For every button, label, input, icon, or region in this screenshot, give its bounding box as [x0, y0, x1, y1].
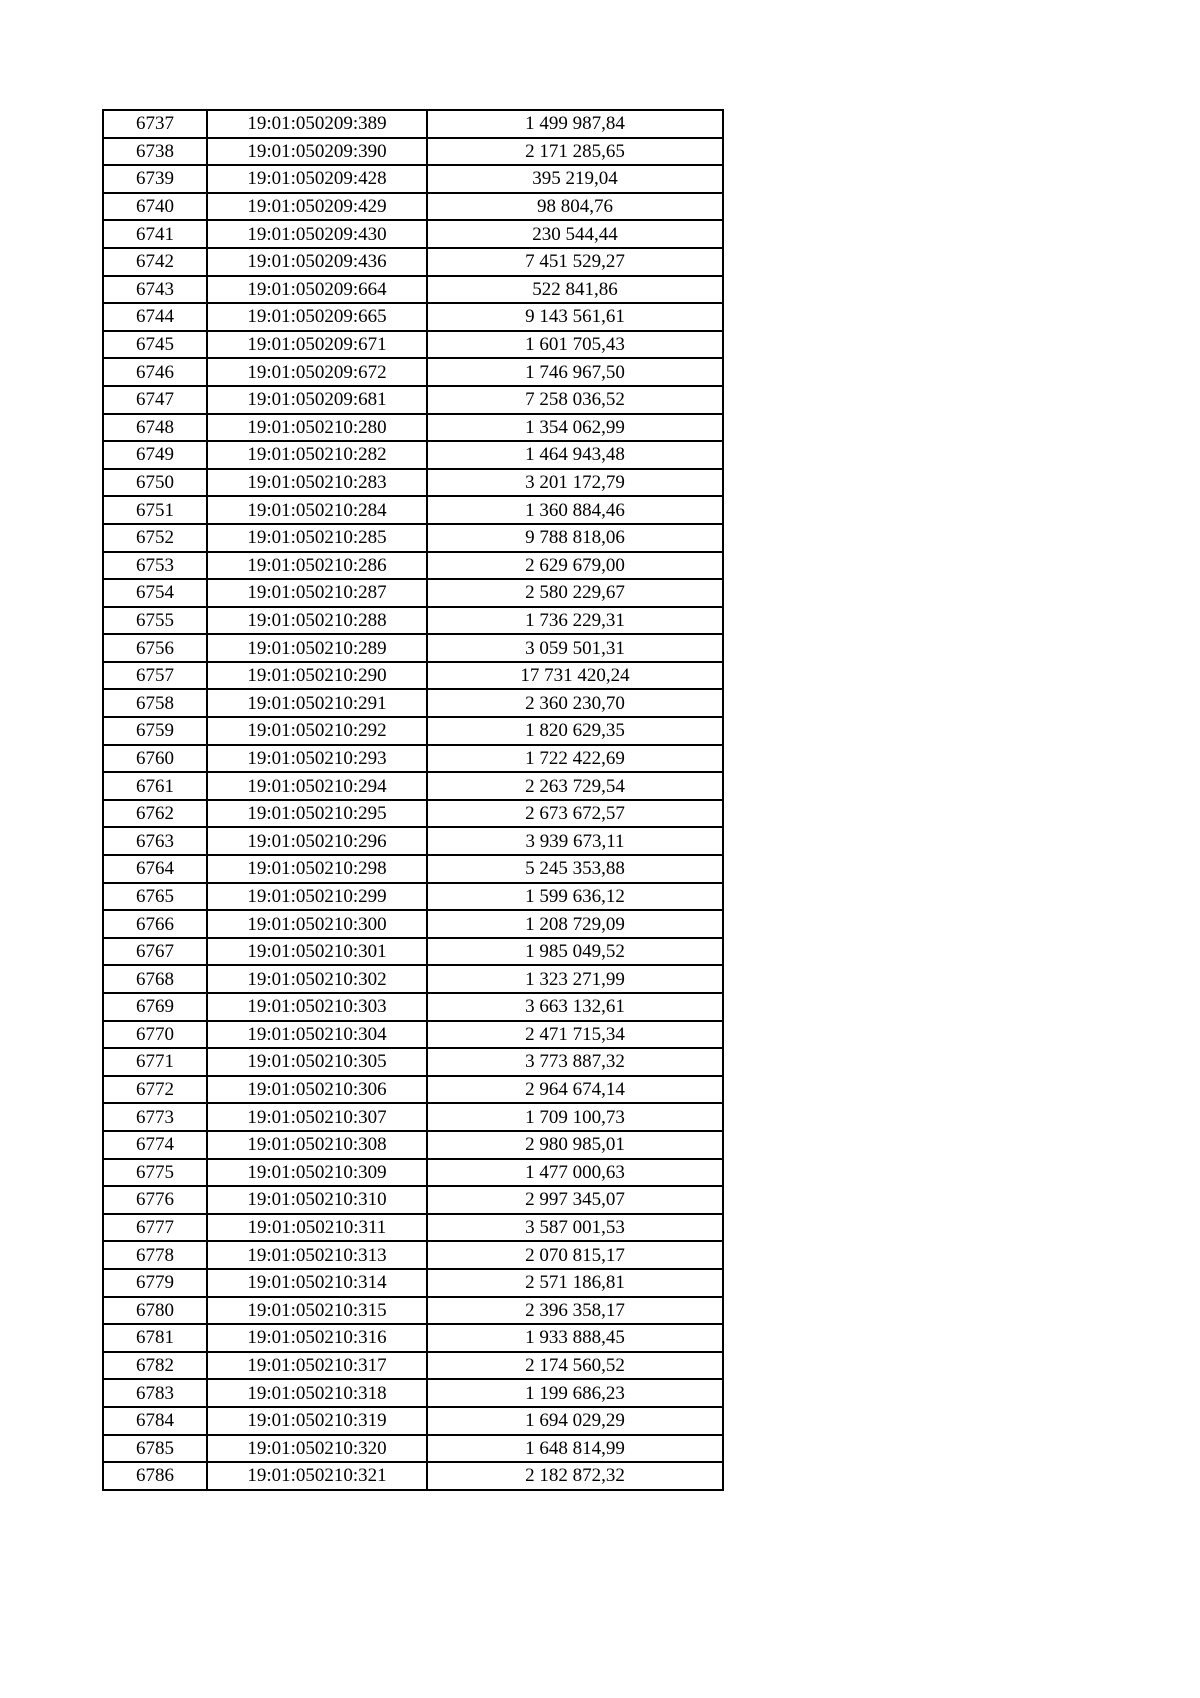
table-row: [103, 772, 723, 800]
row-number-cell: 6783: [103, 1379, 207, 1407]
row-number-cell: 6762: [103, 800, 207, 828]
cadastral-number-cell: 19:01:050210:318: [207, 1379, 427, 1407]
value-cell: 2 360 230,70: [427, 689, 723, 717]
cadastral-number-cell: 19:01:050210:314: [207, 1269, 427, 1297]
table-row: [103, 993, 723, 1021]
row-number-cell: 6786: [103, 1462, 207, 1490]
row-number-cell: 6771: [103, 1048, 207, 1076]
cadastral-number-cell: 19:01:050209:436: [207, 248, 427, 276]
table-row: [103, 1214, 723, 1242]
cadastral-number-cell: 19:01:050210:319: [207, 1407, 427, 1435]
row-number-cell: 6777: [103, 1214, 207, 1242]
row-number-cell: 6755: [103, 607, 207, 635]
value-cell: 3 059 501,31: [427, 634, 723, 662]
value-cell: 230 544,44: [427, 220, 723, 248]
table-row: [103, 662, 723, 690]
cadastral-number-cell: 19:01:050210:293: [207, 745, 427, 773]
row-number-cell: 6766: [103, 910, 207, 938]
value-cell: 1 648 814,99: [427, 1435, 723, 1463]
table-row: [103, 938, 723, 966]
table-row: [103, 634, 723, 662]
table-row: [103, 358, 723, 386]
table-row: [103, 855, 723, 883]
value-cell: 2 571 186,81: [427, 1269, 723, 1297]
row-number-cell: 6763: [103, 827, 207, 855]
cadastral-number-cell: 19:01:050210:300: [207, 910, 427, 938]
row-number-cell: 6773: [103, 1103, 207, 1131]
row-number-cell: 6778: [103, 1241, 207, 1269]
cadastral-number-cell: 19:01:050210:292: [207, 717, 427, 745]
cadastral-number-cell: 19:01:050210:315: [207, 1297, 427, 1325]
cadastral-number-cell: 19:01:050209:429: [207, 193, 427, 221]
row-number-cell: 6741: [103, 220, 207, 248]
table-row: [103, 552, 723, 580]
value-cell: 1 736 229,31: [427, 607, 723, 635]
table-row: [103, 607, 723, 635]
cadastral-number-cell: 19:01:050210:321: [207, 1462, 427, 1490]
value-cell: 2 580 229,67: [427, 579, 723, 607]
value-cell: 2 980 985,01: [427, 1131, 723, 1159]
row-number-cell: 6784: [103, 1407, 207, 1435]
cadastral-number-cell: 19:01:050209:664: [207, 276, 427, 304]
row-number-cell: 6761: [103, 772, 207, 800]
row-number-cell: 6768: [103, 965, 207, 993]
table-row: [103, 1435, 723, 1463]
table-row: [103, 1379, 723, 1407]
cadastral-number-cell: 19:01:050210:320: [207, 1435, 427, 1463]
table-row: [103, 717, 723, 745]
table-row: [103, 331, 723, 359]
value-cell: 1 354 062,99: [427, 414, 723, 442]
value-cell: 1 709 100,73: [427, 1103, 723, 1131]
value-cell: 1 464 943,48: [427, 441, 723, 469]
row-number-cell: 6774: [103, 1131, 207, 1159]
row-number-cell: 6781: [103, 1324, 207, 1352]
table-row: [103, 1324, 723, 1352]
row-number-cell: 6753: [103, 552, 207, 580]
cadastral-number-cell: 19:01:050210:302: [207, 965, 427, 993]
table-row: [103, 496, 723, 524]
cadastral-number-cell: 19:01:050210:303: [207, 993, 427, 1021]
cadastral-number-cell: 19:01:050209:665: [207, 303, 427, 331]
table-row: [103, 1297, 723, 1325]
cadastral-number-cell: 19:01:050209:389: [207, 110, 427, 138]
value-cell: 2 629 679,00: [427, 552, 723, 580]
table-row: [103, 138, 723, 166]
value-cell: 2 263 729,54: [427, 772, 723, 800]
table-row: [103, 965, 723, 993]
row-number-cell: 6772: [103, 1076, 207, 1104]
value-cell: 1 360 884,46: [427, 496, 723, 524]
row-number-cell: 6779: [103, 1269, 207, 1297]
table-row: [103, 745, 723, 773]
cadastral-number-cell: 19:01:050209:430: [207, 220, 427, 248]
table-row: [103, 220, 723, 248]
row-number-cell: 6764: [103, 855, 207, 883]
row-number-cell: 6738: [103, 138, 207, 166]
cadastral-number-cell: 19:01:050210:311: [207, 1214, 427, 1242]
cadastral-number-cell: 19:01:050210:295: [207, 800, 427, 828]
cadastral-number-cell: 19:01:050210:306: [207, 1076, 427, 1104]
cadastral-number-cell: 19:01:050210:283: [207, 469, 427, 497]
cadastral-number-cell: 19:01:050210:282: [207, 441, 427, 469]
row-number-cell: 6776: [103, 1186, 207, 1214]
table-row: [103, 248, 723, 276]
cadastral-number-cell: 19:01:050210:286: [207, 552, 427, 580]
value-cell: 7 258 036,52: [427, 386, 723, 414]
table-row: [103, 469, 723, 497]
value-cell: 2 964 674,14: [427, 1076, 723, 1104]
table-row: [103, 689, 723, 717]
cadastral-number-cell: 19:01:050210:309: [207, 1159, 427, 1187]
value-cell: 1 208 729,09: [427, 910, 723, 938]
value-cell: 3 201 172,79: [427, 469, 723, 497]
row-number-cell: 6760: [103, 745, 207, 773]
row-number-cell: 6782: [103, 1352, 207, 1380]
value-cell: 1 985 049,52: [427, 938, 723, 966]
table-row: [103, 165, 723, 193]
value-cell: 7 451 529,27: [427, 248, 723, 276]
cadastral-number-cell: 19:01:050210:289: [207, 634, 427, 662]
cadastral-number-cell: 19:01:050210:316: [207, 1324, 427, 1352]
row-number-cell: 6785: [103, 1435, 207, 1463]
row-number-cell: 6769: [103, 993, 207, 1021]
row-number-cell: 6739: [103, 165, 207, 193]
row-number-cell: 6759: [103, 717, 207, 745]
row-number-cell: 6747: [103, 386, 207, 414]
value-cell: 3 939 673,11: [427, 827, 723, 855]
table-row: [103, 827, 723, 855]
cadastral-number-cell: 19:01:050210:291: [207, 689, 427, 717]
row-number-cell: 6754: [103, 579, 207, 607]
value-cell: 1 694 029,29: [427, 1407, 723, 1435]
row-number-cell: 6744: [103, 303, 207, 331]
cadastral-number-cell: 19:01:050209:681: [207, 386, 427, 414]
row-number-cell: 6770: [103, 1021, 207, 1049]
table-row: [103, 883, 723, 911]
value-cell: 2 070 815,17: [427, 1241, 723, 1269]
value-cell: 98 804,76: [427, 193, 723, 221]
row-number-cell: 6743: [103, 276, 207, 304]
table-row: [103, 1021, 723, 1049]
value-cell: 1 477 000,63: [427, 1159, 723, 1187]
table-row: [103, 414, 723, 442]
row-number-cell: 6758: [103, 689, 207, 717]
row-number-cell: 6742: [103, 248, 207, 276]
cadastral-number-cell: 19:01:050210:304: [207, 1021, 427, 1049]
row-number-cell: 6740: [103, 193, 207, 221]
value-cell: 1 199 686,23: [427, 1379, 723, 1407]
value-cell: 2 673 672,57: [427, 800, 723, 828]
value-cell: 2 174 560,52: [427, 1352, 723, 1380]
table-row: [103, 524, 723, 552]
table-row: [103, 1269, 723, 1297]
row-number-cell: 6767: [103, 938, 207, 966]
row-number-cell: 6757: [103, 662, 207, 690]
table-row: [103, 110, 723, 138]
value-cell: 2 997 345,07: [427, 1186, 723, 1214]
table-row: [103, 276, 723, 304]
table-row: [103, 193, 723, 221]
row-number-cell: 6745: [103, 331, 207, 359]
cadastral-number-cell: 19:01:050210:308: [207, 1131, 427, 1159]
table-row: [103, 910, 723, 938]
cadastral-number-cell: 19:01:050210:296: [207, 827, 427, 855]
value-cell: 5 245 353,88: [427, 855, 723, 883]
value-cell: 1 746 967,50: [427, 358, 723, 386]
cadastral-number-cell: 19:01:050210:285: [207, 524, 427, 552]
table-row: [103, 386, 723, 414]
cadastral-number-cell: 19:01:050210:307: [207, 1103, 427, 1131]
value-cell: 1 933 888,45: [427, 1324, 723, 1352]
row-number-cell: 6765: [103, 883, 207, 911]
table-row: [103, 1048, 723, 1076]
value-cell: 2 182 872,32: [427, 1462, 723, 1490]
table-row: [103, 441, 723, 469]
table-row: [103, 1462, 723, 1490]
table-row: [103, 1131, 723, 1159]
row-number-cell: 6748: [103, 414, 207, 442]
value-cell: 1 820 629,35: [427, 717, 723, 745]
table-row: [103, 1076, 723, 1104]
cadastral-number-cell: 19:01:050209:672: [207, 358, 427, 386]
value-cell: 17 731 420,24: [427, 662, 723, 690]
table-row: [103, 1159, 723, 1187]
value-cell: 522 841,86: [427, 276, 723, 304]
value-cell: 9 143 561,61: [427, 303, 723, 331]
cadastral-number-cell: 19:01:050210:317: [207, 1352, 427, 1380]
cadastral-number-cell: 19:01:050210:301: [207, 938, 427, 966]
cadastral-number-cell: 19:01:050210:280: [207, 414, 427, 442]
value-cell: 395 219,04: [427, 165, 723, 193]
cadastral-number-cell: 19:01:050209:671: [207, 331, 427, 359]
table-row: [103, 1186, 723, 1214]
cadastral-number-cell: 19:01:050209:390: [207, 138, 427, 166]
row-number-cell: 6780: [103, 1297, 207, 1325]
table-row: [103, 800, 723, 828]
value-cell: 1 323 271,99: [427, 965, 723, 993]
cadastral-number-cell: 19:01:050210:290: [207, 662, 427, 690]
table-row: [103, 1407, 723, 1435]
cadastral-number-cell: 19:01:050210:310: [207, 1186, 427, 1214]
value-cell: 1 599 636,12: [427, 883, 723, 911]
cadastral-number-cell: 19:01:050210:287: [207, 579, 427, 607]
value-cell: 2 471 715,34: [427, 1021, 723, 1049]
value-cell: 1 722 422,69: [427, 745, 723, 773]
value-cell: 3 663 132,61: [427, 993, 723, 1021]
cadastral-number-cell: 19:01:050210:294: [207, 772, 427, 800]
table-row: [103, 303, 723, 331]
cadastral-value-table: [102, 109, 724, 1491]
value-cell: 3 773 887,32: [427, 1048, 723, 1076]
cadastral-number-cell: 19:01:050210:313: [207, 1241, 427, 1269]
table-row: [103, 1241, 723, 1269]
row-number-cell: 6750: [103, 469, 207, 497]
row-number-cell: 6752: [103, 524, 207, 552]
cadastral-number-cell: 19:01:050209:428: [207, 165, 427, 193]
row-number-cell: 6737: [103, 110, 207, 138]
value-cell: 2 171 285,65: [427, 138, 723, 166]
value-cell: 2 396 358,17: [427, 1297, 723, 1325]
cadastral-number-cell: 19:01:050210:305: [207, 1048, 427, 1076]
cadastral-number-cell: 19:01:050210:298: [207, 855, 427, 883]
value-cell: 9 788 818,06: [427, 524, 723, 552]
cadastral-number-cell: 19:01:050210:284: [207, 496, 427, 524]
table-row: [103, 1352, 723, 1380]
table-row: [103, 1103, 723, 1131]
row-number-cell: 6775: [103, 1159, 207, 1187]
table-body: [103, 110, 723, 1490]
value-cell: 3 587 001,53: [427, 1214, 723, 1242]
row-number-cell: 6751: [103, 496, 207, 524]
table-row: [103, 579, 723, 607]
value-cell: 1 601 705,43: [427, 331, 723, 359]
cadastral-number-cell: 19:01:050210:288: [207, 607, 427, 635]
row-number-cell: 6756: [103, 634, 207, 662]
row-number-cell: 6746: [103, 358, 207, 386]
row-number-cell: 6749: [103, 441, 207, 469]
cadastral-number-cell: 19:01:050210:299: [207, 883, 427, 911]
value-cell: 1 499 987,84: [427, 110, 723, 138]
